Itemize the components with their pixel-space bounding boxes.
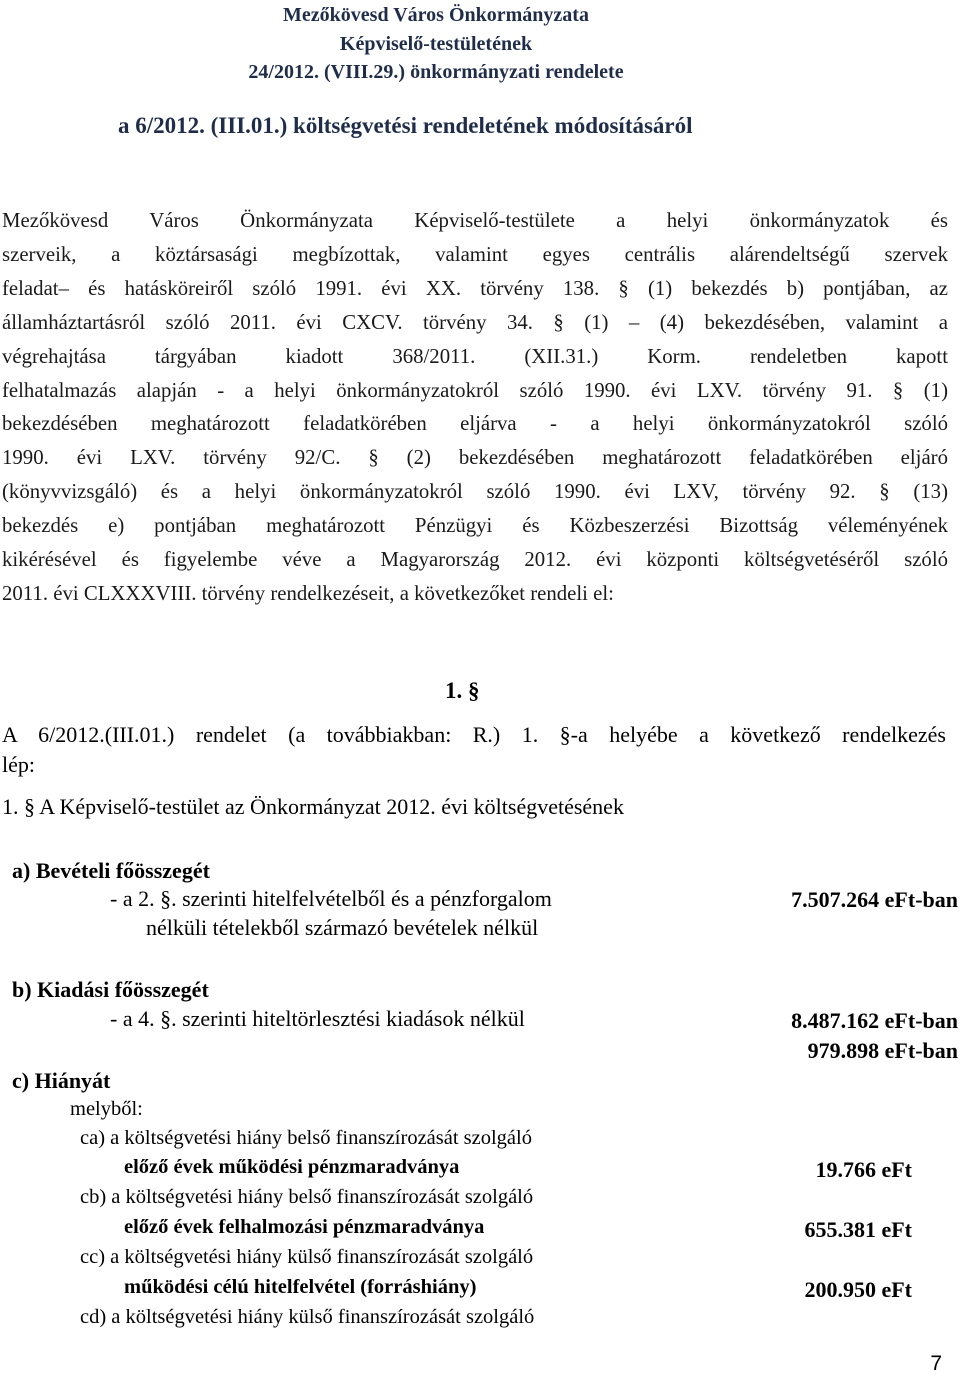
preamble-line: (könyvvizsgáló) és a helyi önkormányzatokról szóló 1990. évi LXV, törvény 92. § (13) <box>2 480 948 504</box>
preamble-line: 2011. évi CLXXXVIII. törvény rendelkezéseit, a következőket rendeli el: <box>2 581 614 605</box>
item-b-amount: 8.487.162 eFt-ban <box>791 1008 958 1033</box>
item-cc-line2: működési célú hitelfelvétel (forráshiány) <box>124 1276 477 1298</box>
page-number: 7 <box>930 1352 942 1375</box>
item-cb-amount: 655.381 eFt <box>804 1217 912 1242</box>
item-cd-line1: cd) a költségvetési hiány külső finanszírozását szolgáló <box>80 1306 535 1328</box>
header-decree-number: 24/2012. (VIII.29.) önkormányzati rendelete <box>248 61 624 83</box>
preamble <box>2 204 948 611</box>
header-body: Képviselő-testületének <box>339 33 533 55</box>
item-cc-amount: 200.950 eFt <box>804 1277 912 1302</box>
preamble-line: bekezdés e) pontjában meghatározott Pénzügyi és Közbeszerzési Bizottság véleményének <box>2 514 948 538</box>
item-cc-line1: cc) a költségvetési hiány külső finanszírozását szolgáló <box>80 1246 534 1268</box>
item-c-sub: melyből: <box>70 1098 143 1120</box>
item-b-line1: - a 4. §. szerinti hiteltörlesztési kiadások nélkül <box>110 1006 525 1031</box>
section-intro-cont: lép: <box>2 752 35 777</box>
header-municipality: Mezőkövesd Város Önkormányzata <box>283 4 589 26</box>
preamble-line: Mezőkövesd Város Önkormányzata Képviselő-testülete a helyi önkormányzatok és <box>2 209 948 232</box>
decree-title: a 6/2012. (III.01.) költségvetési rendeletének módosításáról <box>118 113 693 138</box>
item-a-label: a) Bevételi főösszegét <box>12 858 210 883</box>
preamble-line: államháztartásról szóló 2011. évi CXCV. törvény 34. § (1) – (4) bekezdésében, valamint a <box>2 310 948 334</box>
item-a-amount: 7.507.264 eFt-ban <box>791 887 958 912</box>
item-a-line1: - a 2. §. szerinti hitelfelvételből és a pénzforgalom <box>110 886 552 911</box>
preamble-line: kikérésével és figyelembe véve a Magyarország 2012. évi központi költségvetéséről szóló <box>2 548 948 572</box>
item-a-line2: nélküli tételekből származó bevételek nélkül <box>146 915 539 940</box>
item-b-label: b) Kiadási főösszegét <box>12 977 209 1002</box>
preamble-line: végrehajtása tárgyában kiadott 368/2011. (XII.31.) Korm. rendeletben kapott <box>2 344 948 368</box>
section-intro: A 6/2012.(III.01.) rendelet (a továbbiakban: R.) 1. §-a helyébe a következő rendelkezés <box>2 722 946 747</box>
item-ca-amount: 19.766 eFt <box>815 1157 912 1182</box>
item-c-amount: 979.898 eFt-ban <box>807 1038 958 1063</box>
item-cb-line2: előző évek felhalmozási pénzmaradványa <box>124 1216 485 1238</box>
section-clause: 1. § A Képviselő-testület az Önkormányzat 2012. évi költségvetésének <box>2 794 624 819</box>
item-cb-line1: cb) a költségvetési hiány belső finanszírozását szolgáló <box>80 1186 534 1208</box>
item-c-label: c) Hiányát <box>12 1068 111 1093</box>
preamble-line: felhatalmazás alapján - a helyi önkormányzatokról szóló 1990. évi LXV. törvény 91. § (1) <box>2 378 948 402</box>
preamble-line: 1990. évi LXV. törvény 92/C. § (2) bekezdésében meghatározott feladatkörében eljáró <box>2 446 948 470</box>
section-heading: 1. § <box>445 678 480 703</box>
preamble-line: bekezdésében meghatározott feladatkörében eljárva - a helyi önkormányzatokról szóló <box>2 412 948 436</box>
item-ca-line1: ca) a költségvetési hiány belső finanszírozását szolgáló <box>80 1127 532 1149</box>
preamble-line: feladat– és hatásköreiről szóló 1991. évi XX. törvény 138. § (1) bekezdés b) pontjában, az <box>2 276 948 300</box>
preamble-line: szerveik, a köztársasági megbízottak, valamint egyes centrális alárendeltségű szervek <box>2 242 948 266</box>
item-ca-line2: előző évek működési pénzmaradványa <box>124 1156 460 1178</box>
